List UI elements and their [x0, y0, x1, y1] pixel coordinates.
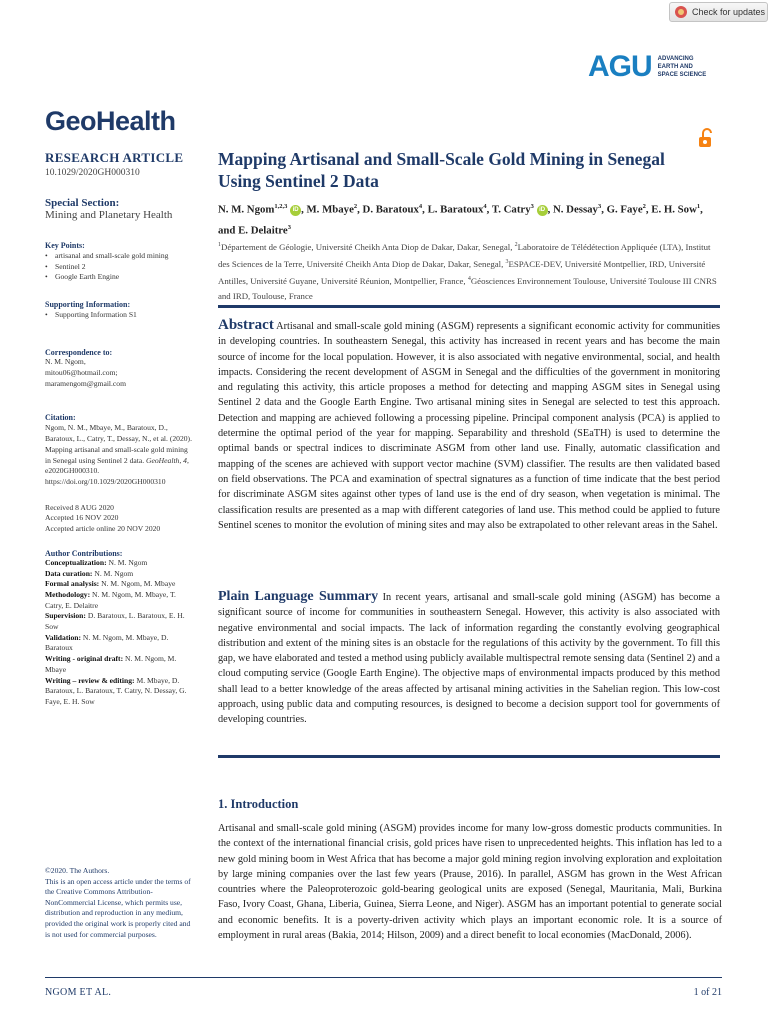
plain-language-summary: [218, 589, 720, 728]
copyright-notice: [45, 866, 195, 940]
contribution-item: [45, 611, 195, 632]
author-name[interactable]: M. Mbaye: [306, 203, 354, 216]
running-footer-authors: NGOM ET AL.: [45, 987, 112, 998]
abstract-text: Artisanal and small-scale gold mining (ASGM) represents a significant economic activity for communities in developing countries. In southeastern Senegal, this activity has increased in recent years and has become the main source of income for the local population. However, it is also associated with negative environmental, social, and health impacts. Considering the recent development of ASGM in Senegal and the difficulties of the government in monitoring and regulating this activity, this article proposes a method for detecting and mapping ASGM sites in Senegal using Sentinel 2 data and the Google Earth Engine. Two artisanal mining sites in Senegal are selected to test this approach. Detection and mapping are achieved following a processing pipeline. Principal component analysis (PCA) is applied to determine the optimal period of the year for mapping. Separability and threshold (SEaTH) is used to determine the optimal bands or spectral indices to discriminate ASGM from other land use. Finally, automatic classification and mapping of the scenes are achieved with support vector machine (SVM) classifier. The results are then validated based on field observations. The PCA and examination of spectral signatures as a function of time indicate that the best period for discriminate ASGM sites against other types of land use is the end of dry season, when vegetation is minimal. The classification results are presented as a map with different categories of land use. This method could be applied to future Sentinel scenes to monitor the evolution of mining sites and may also be extrapolated to other relevant areas in the Sahel.: [218, 321, 720, 531]
license-text: This is an open access article under the terms of the Creative Commons Attribution-NonCommercial License, which permits use, distribution and reproduction in any medium, provided the original work is properly cited and is not used for commercial purposes.: [45, 876, 191, 939]
affiliation-text: ESPACE-DEV, Université Montpellier, IRD, Université Antilles, Université Guyane, Université Réunion, Montpellier, France,: [218, 258, 706, 286]
contribution-role: Formal analysis:: [45, 579, 100, 589]
online-date: Accepted article online 20 NOV 2020: [45, 524, 161, 534]
contribution-role: Data curation:: [45, 568, 93, 578]
affiliation-marker: 3: [505, 258, 509, 265]
citation-journal: GeoHealth: [146, 455, 180, 465]
correspondence-email[interactable]: maramengom@gmail.com: [45, 378, 127, 388]
supporting-information: [45, 300, 195, 321]
accepted-date: Accepted 16 NOV 2020: [45, 513, 119, 523]
correspondence-email[interactable]: mitou06@hotmail.com;: [45, 368, 118, 378]
agu-logo-mark: AGU: [588, 50, 652, 83]
affiliations: [218, 238, 718, 304]
author-name[interactable]: N. M. Ngom: [218, 203, 275, 216]
contribution-names: N. M. Ngom, M. Mbaye: [101, 579, 176, 589]
update-badge-icon: [675, 6, 687, 18]
abstract: [218, 318, 720, 533]
introduction-text: Artisanal and small-scale gold mining (ASGM) provides income for many low-gross domestic products communities. In the context of the international financial crisis, gold prices have risen to unprecedented heights. This inflation has led to a new gold mining boom in West Africa that has become a major gold mining region involving exploration and exploitation by large mining companies over the last few years (Prause, 2016). In parallel, ASGM has grown in the West African countries where the Paleoproterozoic gold-bearing geological units are exposed (Senegal, Mauritania, Mali, Burkina Faso, Ivory Coast, Ghana, Liberia, Guinea, Sierra Leone, and Niger). ASGM has an important potential to generate social and economic benefits. It is a poverty-driven activity which plays an important economic role. It is a source of employment in rural areas (Bakia, 2014; Hilson, 2009) and a direct benefit to local economies (MacDonald, 2006).: [218, 823, 722, 942]
section-divider: [218, 755, 720, 758]
contributions-label: Author Contributions:: [45, 548, 123, 558]
article-type: RESEARCH ARTICLE: [45, 150, 184, 165]
sidebar: [45, 150, 195, 708]
correspondence: [45, 348, 195, 389]
author-affiliation-marker: 2: [642, 203, 646, 210]
article-dates: [45, 503, 195, 535]
author-name[interactable]: N. Dessay: [552, 203, 598, 216]
affiliation-marker: 1: [218, 242, 221, 248]
contribution-names: D. Baratoux, L. Baratoux, E. H. Sow: [45, 611, 185, 632]
agu-tagline-line: EARTH AND: [657, 64, 693, 70]
open-access-icon: [697, 127, 717, 149]
contribution-item: [45, 569, 195, 580]
journal-title: GeoHealth: [45, 106, 176, 136]
received-date: Received 8 AUG 2020: [45, 502, 114, 512]
contribution-names: N. M. Ngom: [108, 557, 148, 567]
key-point-item: • artisanal and small-scale gold mining: [45, 251, 170, 262]
author-affiliation-marker: 4: [418, 203, 423, 210]
pls-label: Plain Language Summary: [218, 589, 379, 604]
affiliation-text: Département de Géologie, Université Cheikh Anta Diop de Dakar, Dakar, Senegal,: [221, 241, 515, 252]
author-name[interactable]: G. Faye: [606, 203, 643, 216]
introduction-heading: 1. Introduction: [218, 797, 299, 811]
contribution-item: [45, 590, 195, 611]
affiliation-text: Laboratoire de Télédétection Appliquée (LTA), Institut des Sciences de la Terre, Université Cheikh Anta Diop de Dakar, Dakar, Senegal,: [218, 241, 711, 269]
special-section-label: Special Section:: [45, 197, 120, 209]
article-doi[interactable]: 10.1029/2020GH000310: [45, 168, 140, 178]
agu-tagline-line: ADVANCING: [657, 56, 694, 62]
page-number: 1 of 21: [693, 987, 722, 998]
citation-body: Ngom, N. M., Mbaye, M., Baratoux, D., Baratoux, L., Catry, T., Dessay, N., et al. (2020). Mapping artisanal and small-scale gold mining in Senegal using Sentinel 2 data.: [45, 423, 192, 465]
author-name[interactable]: T. Catry: [491, 203, 531, 216]
contribution-names: M. Mbaye, D. Baratoux, L. Baratoux, T. Catry, N. Dessay, G. Faye, E. H. Sow: [45, 675, 187, 706]
author-name[interactable]: E. H. Sow: [651, 203, 697, 216]
contribution-item: [45, 676, 195, 708]
citation: [45, 413, 195, 487]
contribution-names: N. M. Ngom, M. Mbaye, D. Baratoux: [45, 632, 169, 653]
contribution-item: [45, 579, 195, 590]
special-section-value: Mining and Planetary Health: [45, 209, 173, 221]
author-name[interactable]: D. Baratoux: [362, 203, 419, 216]
author-affiliation-marker: 4: [483, 203, 487, 210]
agu-tagline-line: SPACE SCIENCE: [657, 72, 707, 78]
contribution-item: [45, 558, 195, 569]
citation-volume: 4: [183, 455, 187, 465]
author-affiliation-marker: 2: [353, 203, 358, 210]
contribution-role: Supervision:: [45, 611, 86, 621]
affiliation-text: Géosciences Environnement Toulouse, Université Toulouse III CNRS and IRD, Toulouse, France: [218, 275, 717, 301]
article-title: Mapping Artisanal and Small-Scale Gold Mining in Senegal Using Sentinel 2 Data: [218, 149, 665, 191]
author-affiliation-marker: 1: [696, 203, 701, 210]
contribution-item: [45, 654, 195, 675]
key-points-label: Key Points:: [45, 241, 85, 250]
citation-text: Ngom, N. M., Mbaye, M., Baratoux, D., Baratoux, L., Catry, T., Dessay, N., et al. (2020). Mapping artisanal and small-scale gold mining in Senegal using Sentinel 2 data. GeoHealth, 4, e2020GH000310. https://doi.org/10.1029/2020GH000310: [45, 423, 192, 486]
supporting-info-item[interactable]: • Supporting Information S1: [45, 310, 195, 321]
contribution-names: N. M. Ngom, M. Mbaye, T. Catry, E. Delaitre: [45, 589, 176, 610]
orcid-icon[interactable]: iD: [537, 205, 548, 216]
supporting-info-label: Supporting Information:: [45, 299, 131, 309]
author-affiliation-marker: 3: [597, 203, 602, 210]
contribution-role: Writing - original draft:: [45, 654, 124, 664]
contribution-role: Methodology:: [45, 589, 91, 599]
author-affiliation-marker: 3: [287, 223, 291, 231]
abstract-label: Abstract: [218, 317, 274, 333]
pls-text: In recent years, artisanal and small-scale gold mining (ASGM) has become a significant source of income for communities in southeastern Senegal. However, this activity is also associated with negative environmental and social impacts. The lack of information regarding the constantly evolving geographical distribution and extent of the mining sites is an obstacle for the regulations of this activity by the government. To fill this gap, we have elaborated and tested a method using publicly available multispectral remote sensing data (Sentinel 2) and a cloud computing service (Google Earth Engine). The objective maps of environmental impacts produced by this method shall lead to a better knowledge of the areas affected by artisanal mining activities in the Sahelian region. This low-cost approach, using public data and computing resources, is designed to become a decision support tool for governments of developing countries.: [218, 592, 720, 726]
contribution-role: Validation:: [45, 632, 82, 642]
footer-divider: [45, 977, 722, 978]
correspondence-label: Correspondence to:: [45, 348, 113, 358]
agu-tagline: [658, 55, 707, 79]
key-points: [45, 241, 195, 283]
special-section: [45, 197, 195, 221]
citation-doi-link[interactable]: e2020GH000310. https://doi.org/10.1029/2020GH000310: [45, 466, 166, 486]
contribution-role: Conceptualization:: [45, 557, 107, 567]
agu-logo: [588, 50, 706, 84]
contribution-item: [45, 633, 195, 654]
citation-label: Citation:: [45, 413, 76, 423]
correspondence-name: N. M. Ngom,: [45, 357, 86, 367]
contribution-role: Writing – review & editing:: [45, 675, 135, 685]
author-name[interactable]: L. Baratoux: [427, 203, 484, 216]
author-list: N. M. Ngom$^{1,2,3}$ iD , M. Mbaye$^2$, D. Baratoux$^4$, L. Baratoux$^4$, T. Catry$^3$ iD , N. Dessay$^3$, G. Faye$^2$, E. H. Sow$^1$, and E. Delaitre$^3$: [218, 203, 703, 237]
check-for-updates-label: Check for updates: [692, 7, 766, 17]
author-affiliation-marker: 3: [530, 203, 534, 210]
affiliation-marker: 4: [467, 275, 471, 282]
section-divider: [218, 305, 720, 308]
author-contributions: [45, 549, 195, 708]
check-for-updates-button[interactable]: [669, 2, 768, 22]
author-name[interactable]: E. Delaitre: [238, 224, 288, 237]
contribution-names: N. M. Ngom: [94, 568, 134, 578]
copyright-line: ©2020. The Authors.: [45, 866, 110, 875]
affiliation-marker: 2: [514, 242, 518, 248]
key-point-item: • Google Earth Engine: [45, 272, 170, 283]
key-point-item: • Sentinel 2: [45, 262, 170, 273]
orcid-icon[interactable]: iD: [290, 205, 301, 216]
contribution-names: N. M. Ngom, M. Mbaye: [45, 654, 177, 674]
author-affiliation-marker: 1,2,3: [274, 203, 288, 210]
